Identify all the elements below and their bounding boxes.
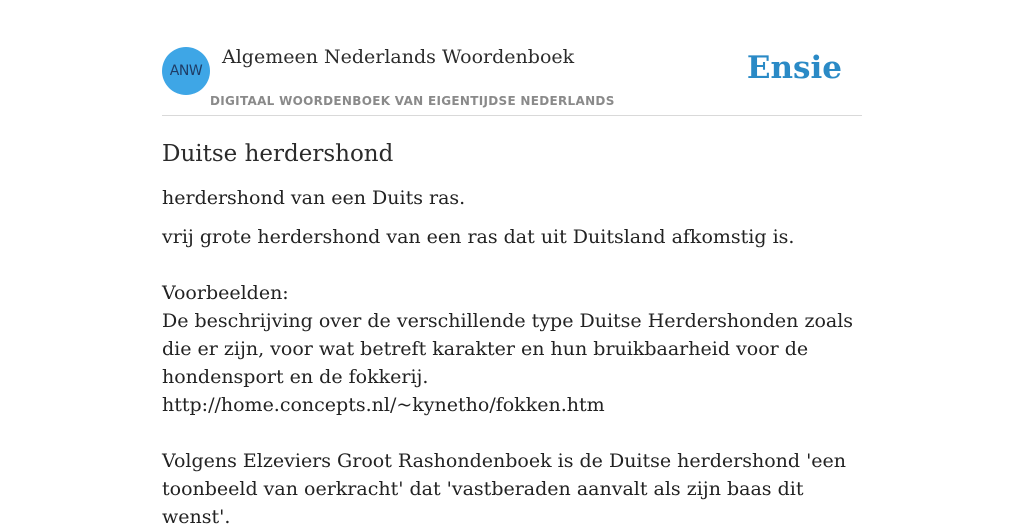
example-source-link[interactable]: http://home.concepts.nl/~kynetho/fokken.htm [162,394,605,416]
example-text: Volgens Elzeviers Groot Rashondenboek is de Duitse herdershond 'een toonbeeld van oerkracht' dat 'vastberaden aanvalt als zijn baas dit wenst'. [162,450,847,528]
spacer [162,251,862,279]
short-definition: herdershond van een Duits ras. [162,187,466,209]
header [162,0,862,116]
logo-text: ANW [169,63,203,79]
ensie-brand-logo[interactable]: Ensie [746,50,842,86]
entry-content [162,138,862,531]
long-definition: vrij grote herdershond van een ras dat uit Duitsland afkomstig is. [162,226,795,248]
entry-title: Duitse herdershond [162,141,394,167]
examples-label: Voorbeelden: [162,282,289,304]
site-title[interactable]: Algemeen Nederlands Woordenboek [222,46,575,68]
spacer [162,419,862,447]
anw-logo[interactable] [162,47,210,95]
site-subtitle: DIGITAAL WOORDENBOEK VAN EIGENTIJDSE NEDERLANDS [210,94,615,108]
example-text: De beschrijving over de verschillende type Duitse Herdershonden zoals die er zijn, voor wat betreft karakter en hun bruikbaarheid voor de hondensport en de fokkerij. [162,310,854,388]
